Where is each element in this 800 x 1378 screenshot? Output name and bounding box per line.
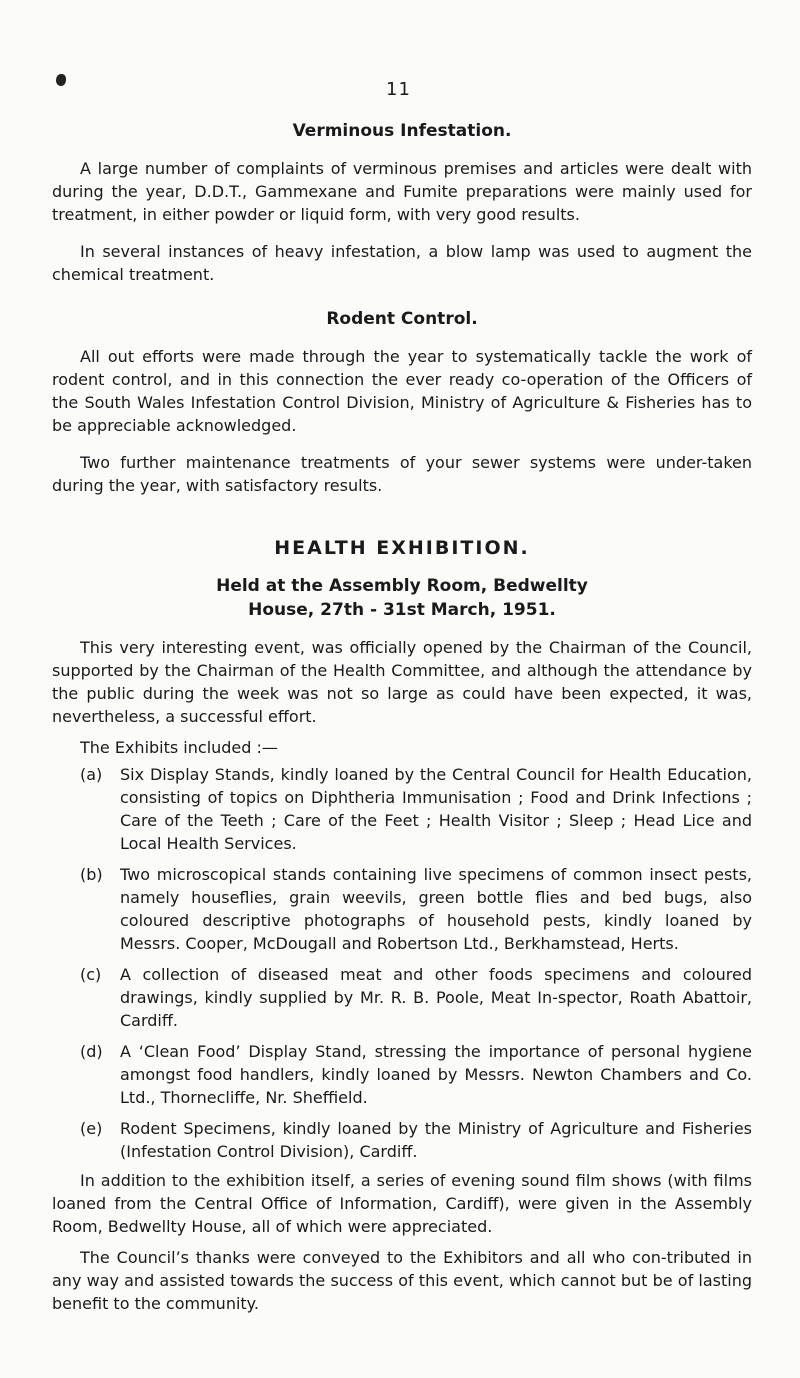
list-item-text: Two microscopical stands containing live specimens of common insect pests, namely houseflies, grain weevils, green bottle flies and bed bugs, also coloured descriptive photographs of household pests, kindly loaned by Messrs. Cooper, McDougall and Robertson Ltd., Berkhamstead, Herts. xyxy=(120,865,752,953)
exhibition-subheading-line-2: House, 27th - 31st March, 1951. xyxy=(248,600,556,620)
exhibition-paragraph-3: The Council’s thanks were conveyed to the Exhibitors and all who con-tributed in any way and assisted towards the success of this event, which cannot but be of lasting benefit to the community. xyxy=(52,1248,752,1313)
exhibition-heading: HEALTH EXHIBITION. xyxy=(274,537,530,559)
list-item xyxy=(52,863,752,955)
exhibits-intro: The Exhibits included :— xyxy=(80,738,278,757)
exhibits-list xyxy=(52,763,752,1163)
exhibition-paragraph-1: This very interesting event, was officially opened by the Chairman of the Council, supported by the Chairman of the Health Committee, and although the attendance by the public during the week was not so large as could have been expected, it was, nevertheless, a successful effort. xyxy=(52,638,752,726)
page-body xyxy=(52,120,752,1315)
verminous-paragraph-2: In several instances of heavy infestation, a blow lamp was used to augment the chemical treatment. xyxy=(52,242,752,284)
verminous-heading: Verminous Infestation. xyxy=(292,121,512,141)
list-item-text: Rodent Specimens, kindly loaned by the Ministry of Agriculture and Fisheries (Infestation Control Division), Cardiff. xyxy=(120,1119,752,1161)
list-item-label: (c) xyxy=(80,965,102,984)
list-item-text: A ‘Clean Food’ Display Stand, stressing the importance of personal hygiene amongst food handlers, kindly loaned by Messrs. Newton Chambers and Co. Ltd., Thornecliffe, Nr. Sheffield. xyxy=(120,1042,752,1107)
exhibition-subheading-line-1: Held at the Assembly Room, Bedwellty xyxy=(216,576,588,596)
list-item-label: (b) xyxy=(80,865,103,884)
exhibition-paragraph-2: In addition to the exhibition itself, a series of evening sound film shows (with films loaned from the Central Office of Information, Cardiff), were given in the Assembly Room, Bedwellty House, all of which were appreciated. xyxy=(52,1171,752,1236)
list-item xyxy=(52,1040,752,1109)
list-item-text: Six Display Stands, kindly loaned by the Central Council for Health Education, consisting of topics on Diphtheria Immunisation ; Food and Drink Infections ; Care of the Teeth ; Care of the Feet ; Health Visitor ; Sleep ; Head Lice and Local Health Services. xyxy=(120,765,752,853)
verminous-paragraph-1: A large number of complaints of verminous premises and articles were dealt with during the year, D.D.T., Gammexane and Fumite preparations were mainly used for treatment, in either powder or liquid form, with very good results. xyxy=(52,159,752,224)
rodent-heading: Rodent Control. xyxy=(326,309,478,329)
list-item xyxy=(52,1117,752,1163)
page-number: 11 xyxy=(386,79,411,100)
list-item-label: (a) xyxy=(80,765,103,784)
list-item-label: (d) xyxy=(80,1042,103,1061)
list-item xyxy=(52,963,752,1032)
rodent-paragraph-1: All out efforts were made through the year to systematically tackle the work of rodent control, and in this connection the ever ready co-operation of the Officers of the South Wales Infestation Control Division, Ministry of Agriculture & Fisheries has to be appreciable acknowledged. xyxy=(52,347,752,435)
rodent-paragraph-2: Two further maintenance treatments of your sewer systems were under-taken during the year, with satisfactory results. xyxy=(52,453,752,495)
list-item-label: (e) xyxy=(80,1119,103,1138)
list-item-text: A collection of diseased meat and other foods specimens and coloured drawings, kindly supplied by Mr. R. B. Poole, Meat In-spector, Roath Abattoir, Cardiff. xyxy=(120,965,752,1030)
list-item xyxy=(52,763,752,855)
ink-blot xyxy=(56,74,66,86)
